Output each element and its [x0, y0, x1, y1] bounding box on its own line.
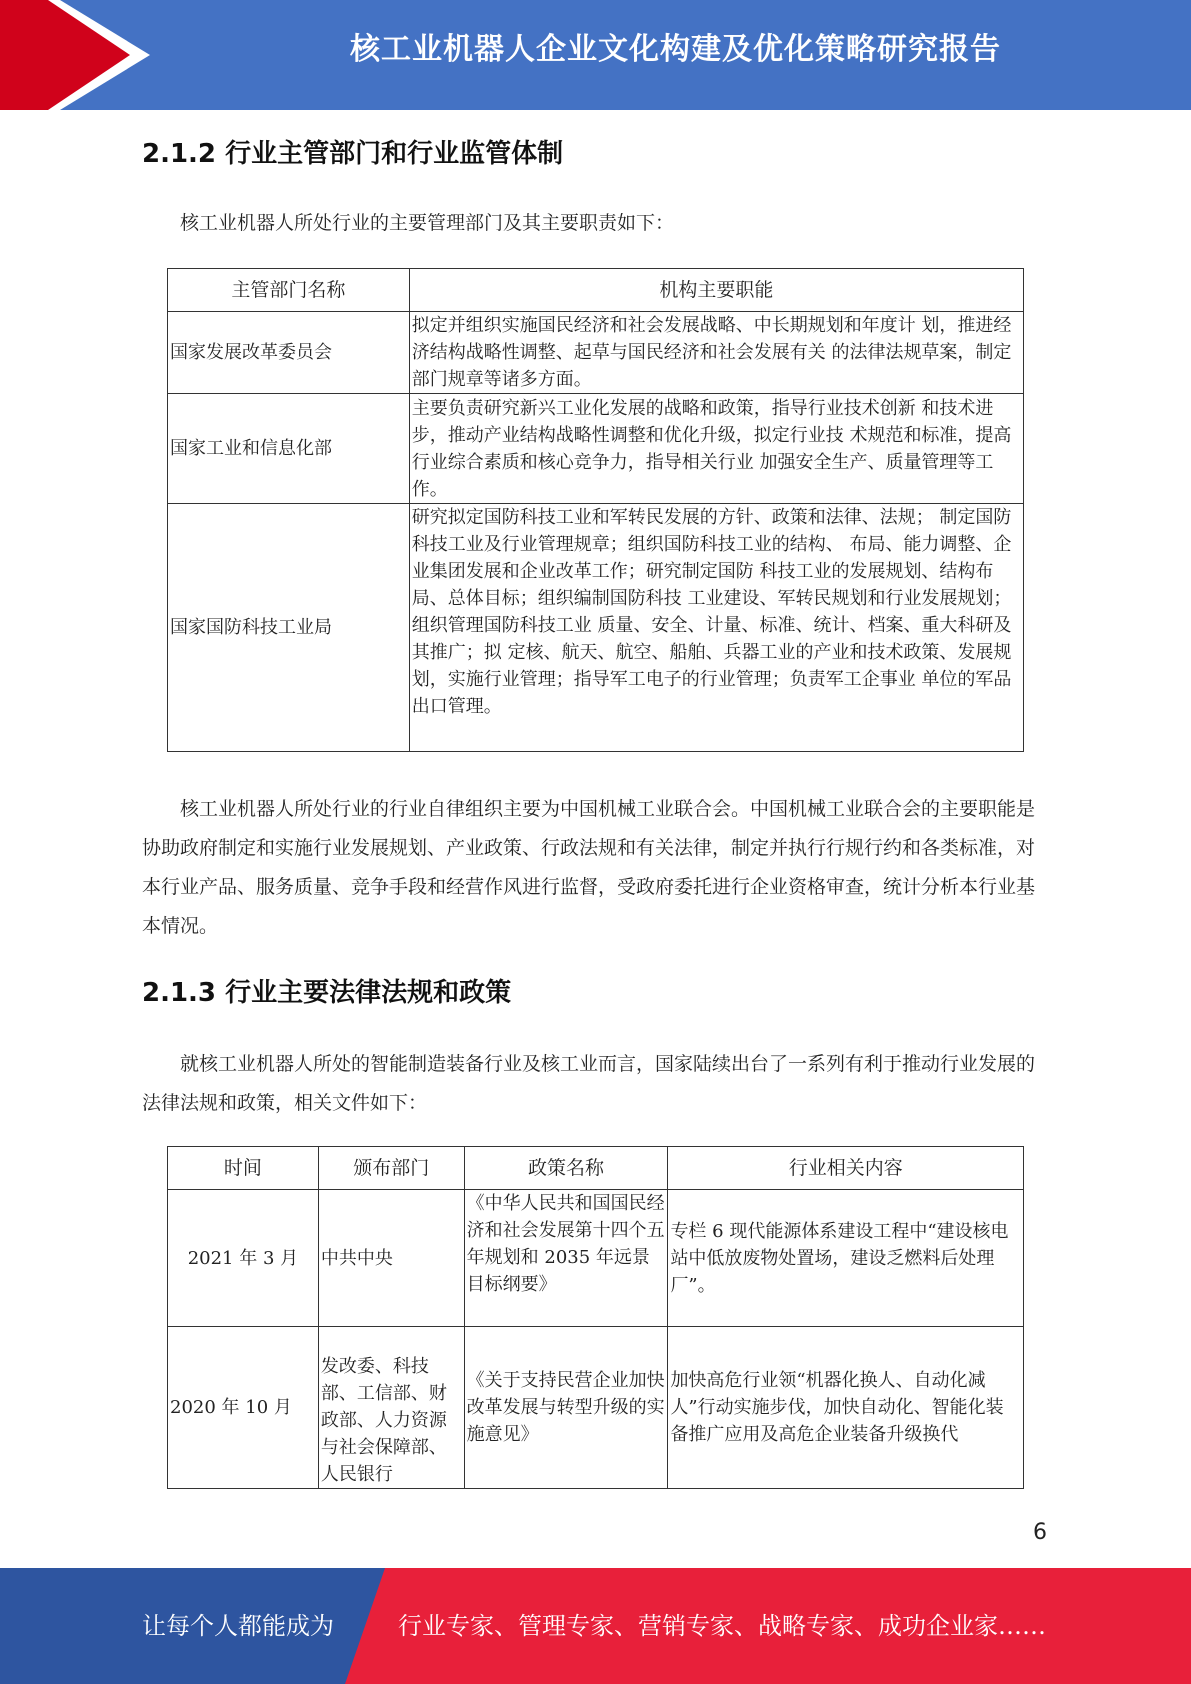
- footer-slogan-left: 让每个人都能成为: [142, 1612, 334, 1640]
- column-header: 机构主要职能: [409, 269, 1023, 312]
- section-intro: 核工业机器人所处行业的主要管理部门及其主要职责如下：: [180, 212, 675, 234]
- footer-slogan-right: 行业专家、管理专家、营销专家、战略专家、成功企业家……: [398, 1612, 1046, 1640]
- industry-association-paragraph: 核工业机器人所处行业的行业自律组织主要为中国机械工业联合会。中国机械工业联合会的主要职能是协助政府制定和实施行业发展规划、产业政策、行政法规和有关法律，制定并执行行规行约和各类标准，对本行业产品、服务质量、竞争手段和经营作风进行监督，受政府委托进行企业资格审查，统计分析本行业基本情况。: [142, 798, 1036, 937]
- content-cell: 专栏 6 现代能源体系建设工程中“建设核电站中低放废物处置场，建设乏燃料后处理厂”。: [668, 1190, 1024, 1327]
- table-row: [168, 1327, 1024, 1489]
- policy-cell: 《中华人民共和国国民经济和社会发展第十四个五年规划和 2035 年远景目标纲要》: [464, 1190, 668, 1327]
- column-header: 颁布部门: [318, 1147, 464, 1190]
- authorities-table: [167, 268, 1024, 752]
- content-cell: 加快高危行业领“机器化换人、自动化减人”行动实施步伐，加快自动化、智能化装备推广应用及高危企业装备升级换代: [668, 1327, 1024, 1489]
- column-header: 政策名称: [464, 1147, 668, 1190]
- header-arrow-decoration: [0, 0, 150, 110]
- section-heading-2-1-2: 2.1.2 行业主管部门和行业监管体制: [142, 139, 564, 169]
- policies-table: [167, 1146, 1024, 1489]
- policy-cell: 《关于支持民营企业加快改革发展与转型升级的实施意见》: [464, 1327, 668, 1489]
- dept-cell: 发改委、科技部、工信部、财政部、人力资源与社会保障部、人民银行: [318, 1327, 464, 1489]
- duty-cell: 拟定并组织实施国民经济和社会发展战略、中长期规划和年度计 划，推进经济结构战略性调整、起草与国民经济和社会发展有关 的法律法规草案，制定部门规章等诸多方面。: [409, 312, 1023, 394]
- dept-cell: 国家发展改革委员会: [168, 312, 410, 394]
- table-row: [168, 1190, 1024, 1327]
- table-header-row: [168, 269, 1024, 312]
- duty-cell: 研究拟定国防科技工业和军转民发展的方针、政策和法律、法规； 制定国防科技工业及行业管理规章；组织国防科技工业的结构、 布局、能力调整、企业集团发展和企业改革工作；研究制定国防 科技工业的发展规划、结构布局、总体目标；组织编制国防科技 工业建设、军转民规划和行业发展规划；组织管理国防科技工业 质量、安全、计量、标准、统计、档案、重大科研及其推广；拟 定核、航天、航空、船舶、兵器工业的产业和技术政策、发展规 划，实施行业管理；指导军工电子的行业管理；负责军工企事业 单位的军品出口管理。: [409, 504, 1023, 752]
- time-cell: 2021 年 3 月: [168, 1190, 319, 1327]
- section-heading-2-1-3: 2.1.3 行业主要法律法规和政策: [142, 978, 512, 1008]
- table-row: [168, 394, 1024, 504]
- table-header-row: [168, 1147, 1024, 1190]
- page-number: 6: [1033, 1520, 1047, 1545]
- dept-cell: 中共中央: [318, 1190, 464, 1327]
- section-intro: 就核工业机器人所处的智能制造装备行业及核工业而言，国家陆续出台了一系列有利于推动行业发展的法律法规和政策，相关文件如下：: [142, 1053, 1036, 1114]
- time-cell: 2020 年 10 月: [168, 1327, 319, 1489]
- duty-cell: 主要负责研究新兴工业化发展的战略和政策，指导行业技术创新 和技术进步，推动产业结构战略性调整和优化升级，拟定行业技 术规范和标准，提高行业综合素质和核心竞争力，指导相关行业 加强安全生产、质量管理等工作。: [409, 394, 1023, 504]
- dept-cell: 国家工业和信息化部: [168, 394, 410, 504]
- column-header: 时间: [168, 1147, 319, 1190]
- column-header: 主管部门名称: [168, 269, 410, 312]
- column-header: 行业相关内容: [668, 1147, 1024, 1190]
- table-row: [168, 504, 1024, 752]
- report-title: 核工业机器人企业文化构建及优化策略研究报告: [350, 32, 1001, 67]
- dept-cell: 国家国防科技工业局: [168, 504, 410, 752]
- table-row: [168, 312, 1024, 394]
